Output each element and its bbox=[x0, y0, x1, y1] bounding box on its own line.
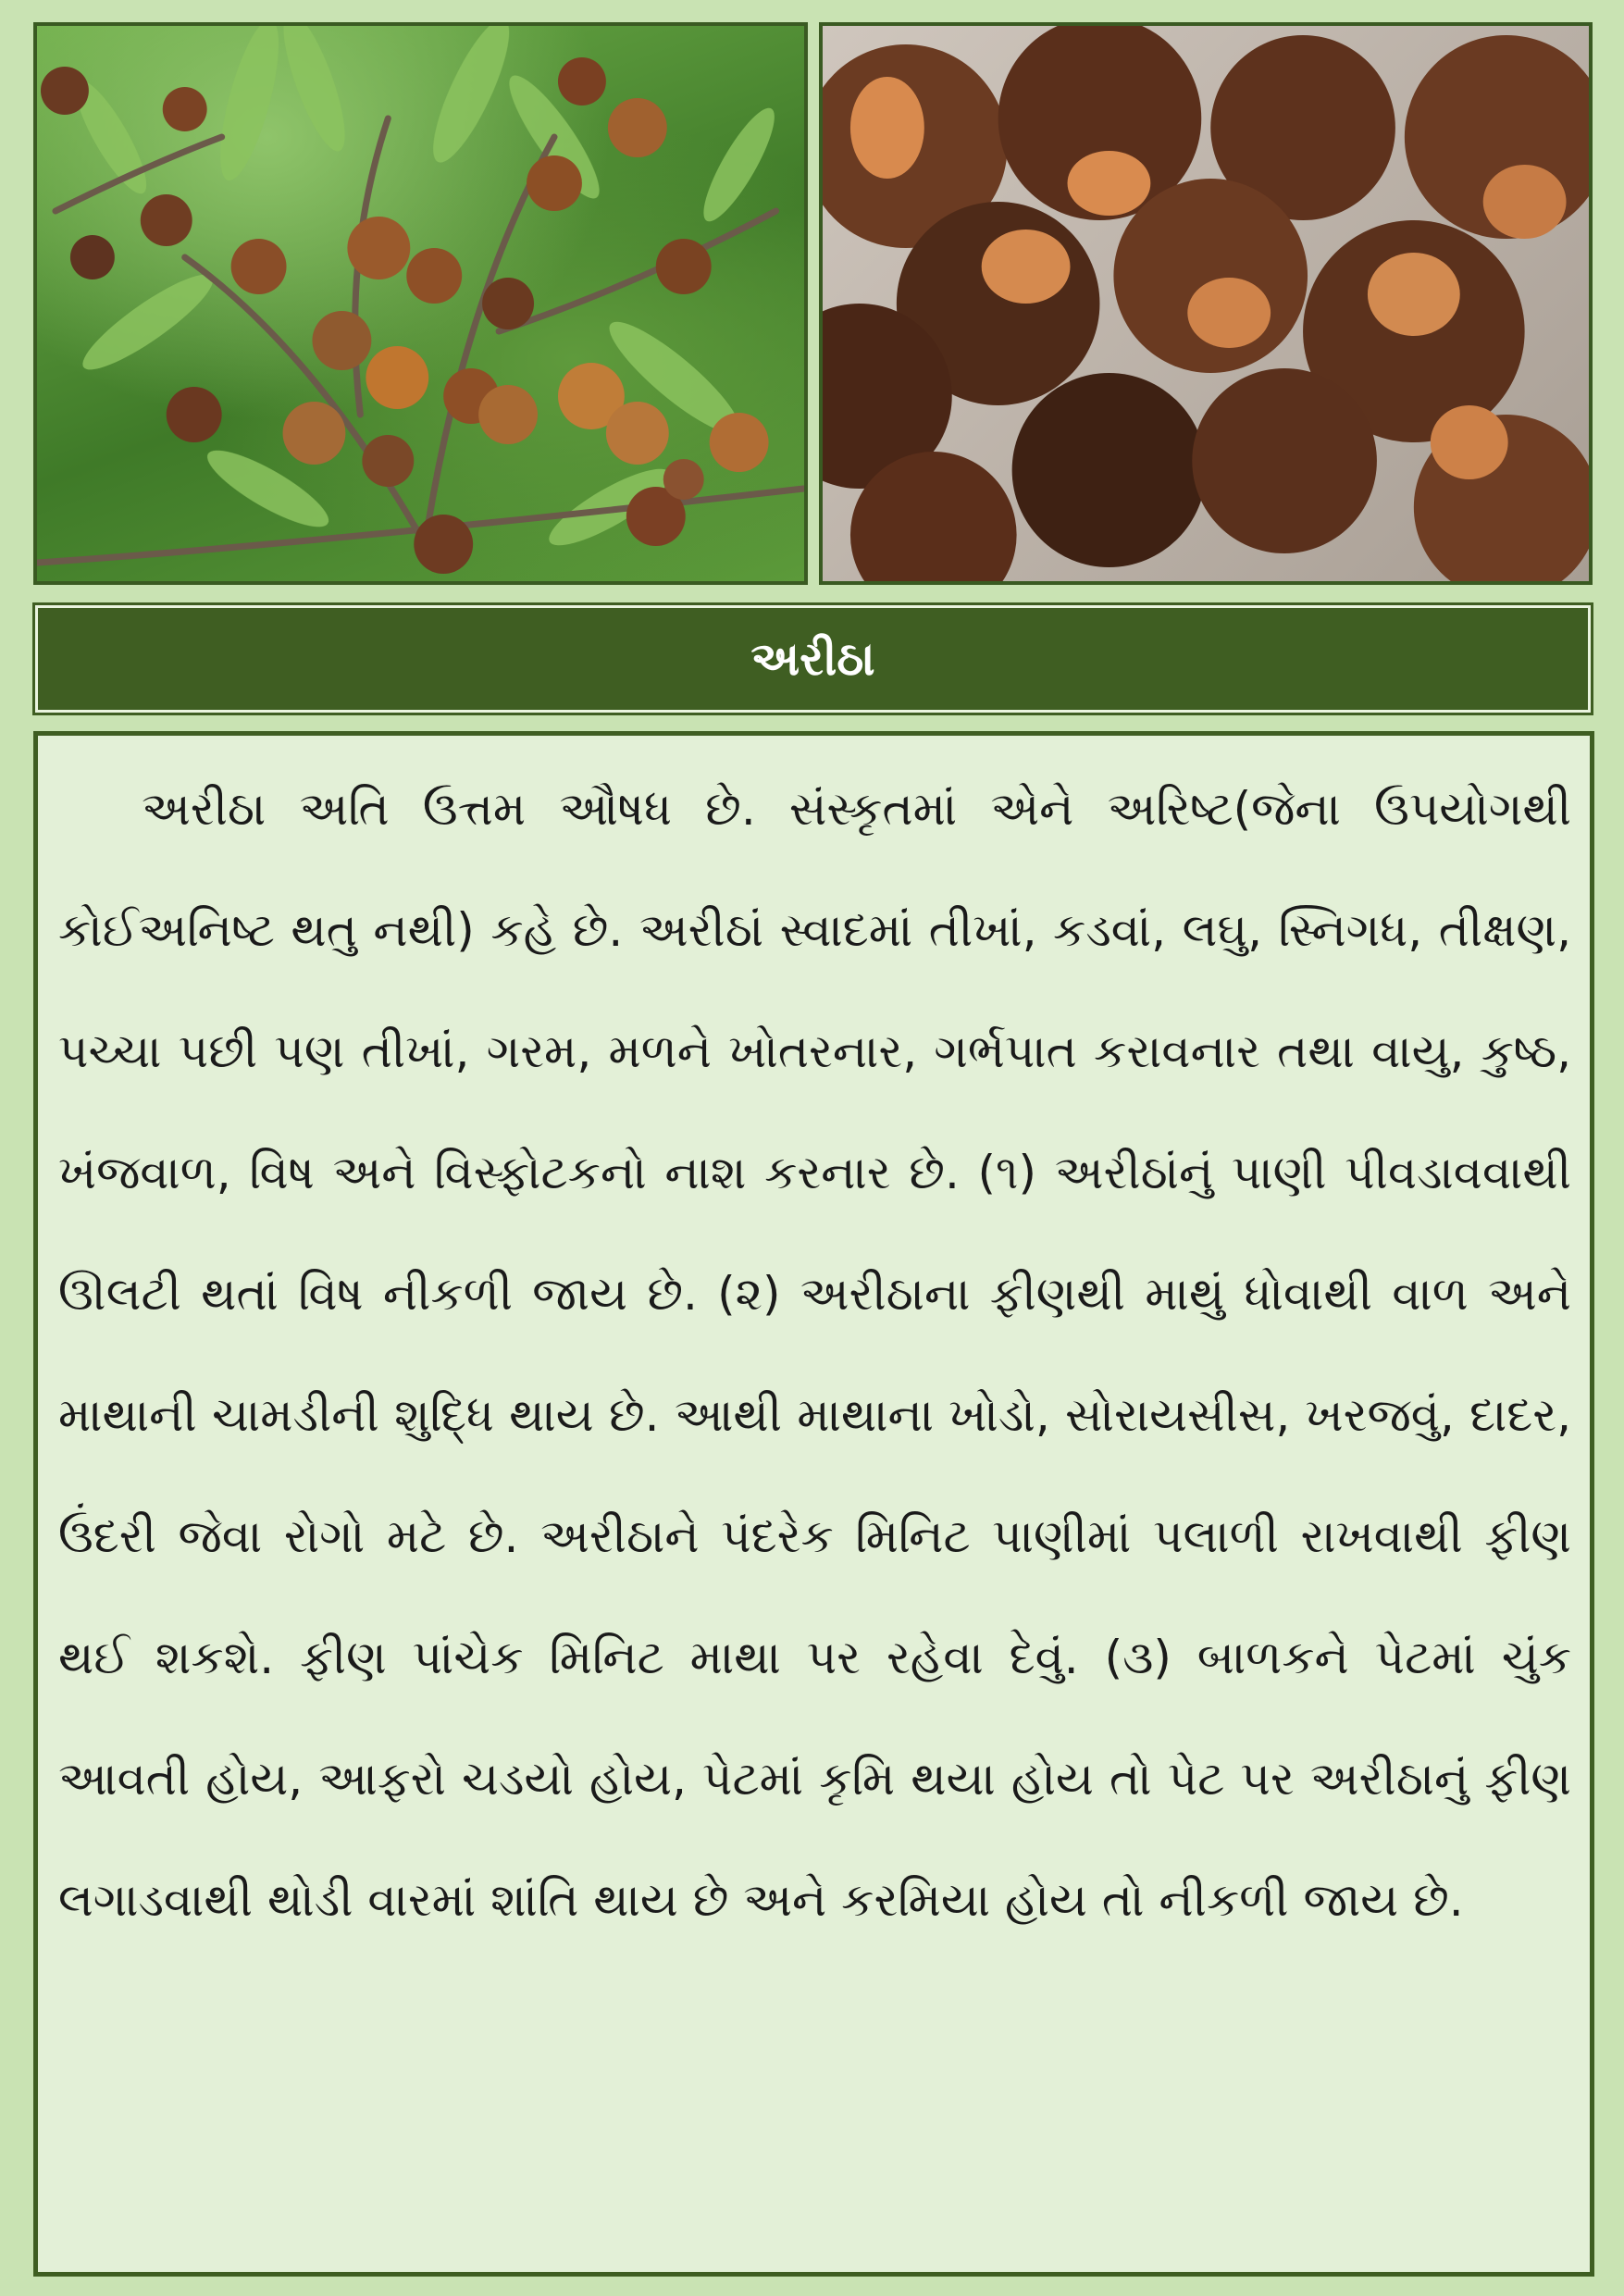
body-paragraph: અરીઠા અતિ ઉત્તમ ઔષધ છે. સંસ્કૃતમાં એને અરિષ્ટ(જેના ઉપયોગથી કોઈઅનિષ્ટ થતુ નથી) કહે છે. અરીઠાં સ્વાદમાં તીખાં, કડવાં, લઘુ, સ્નિગધ, તીક્ષણ, પચ્ચા પછી પણ તીખાં, ગરમ, મળને ખોતરનાર, ગર્ભપાત કરાવનાર તથા વાયુ, કુષ્ઠ, ખંજવાળ, વિષ અને વિસ્ફોટકનો નાશ કરનાર છે. (૧) અરીઠાંનું પાણી પીવડાવવાથી ઊલટી થતાં વિષ નીકળી જાય છે. (૨) અરીઠાના ફીણથી માથું ધોવાથી વાળ અને માથાની ચામડીની શુદ્ધિ થાય છે. આથી માથાના ખોડો, સોરાયસીસ, ખરજવું, દાદર, ઉંદરી જેવા રોગો મટે છે. અરીઠાને પંદરેક મિનિટ પાણીમાં પલાળી રાખવાથી ફીણ થઈ શકશે. ફીણ પાંચેક મિનિટ માથા પર રહેવા દેવું. (૩) બાળકને પેટમાં ચુંક આવતી હોય, આફરો ચડયો હોય, પેટમાં કૃમિ થયા હોય તો પેટ પર અરીઠાનું ફીણ લગાડવાથી થોડી વારમાં શાંતિ થાય છે અને કરમિયા હોય તો નીકળી જાય છે. bbox=[58, 782, 1571, 1927]
content-box bbox=[33, 731, 1594, 2277]
dried-soapnuts-icon bbox=[823, 26, 1590, 581]
page-title: અરીઠા bbox=[750, 631, 875, 686]
title-bar bbox=[35, 605, 1591, 713]
photo-row bbox=[33, 22, 1593, 585]
soapnut-tree-photo bbox=[33, 22, 808, 585]
tree-with-fruits-icon bbox=[37, 26, 804, 581]
soapnut-dried-photo bbox=[819, 22, 1593, 585]
